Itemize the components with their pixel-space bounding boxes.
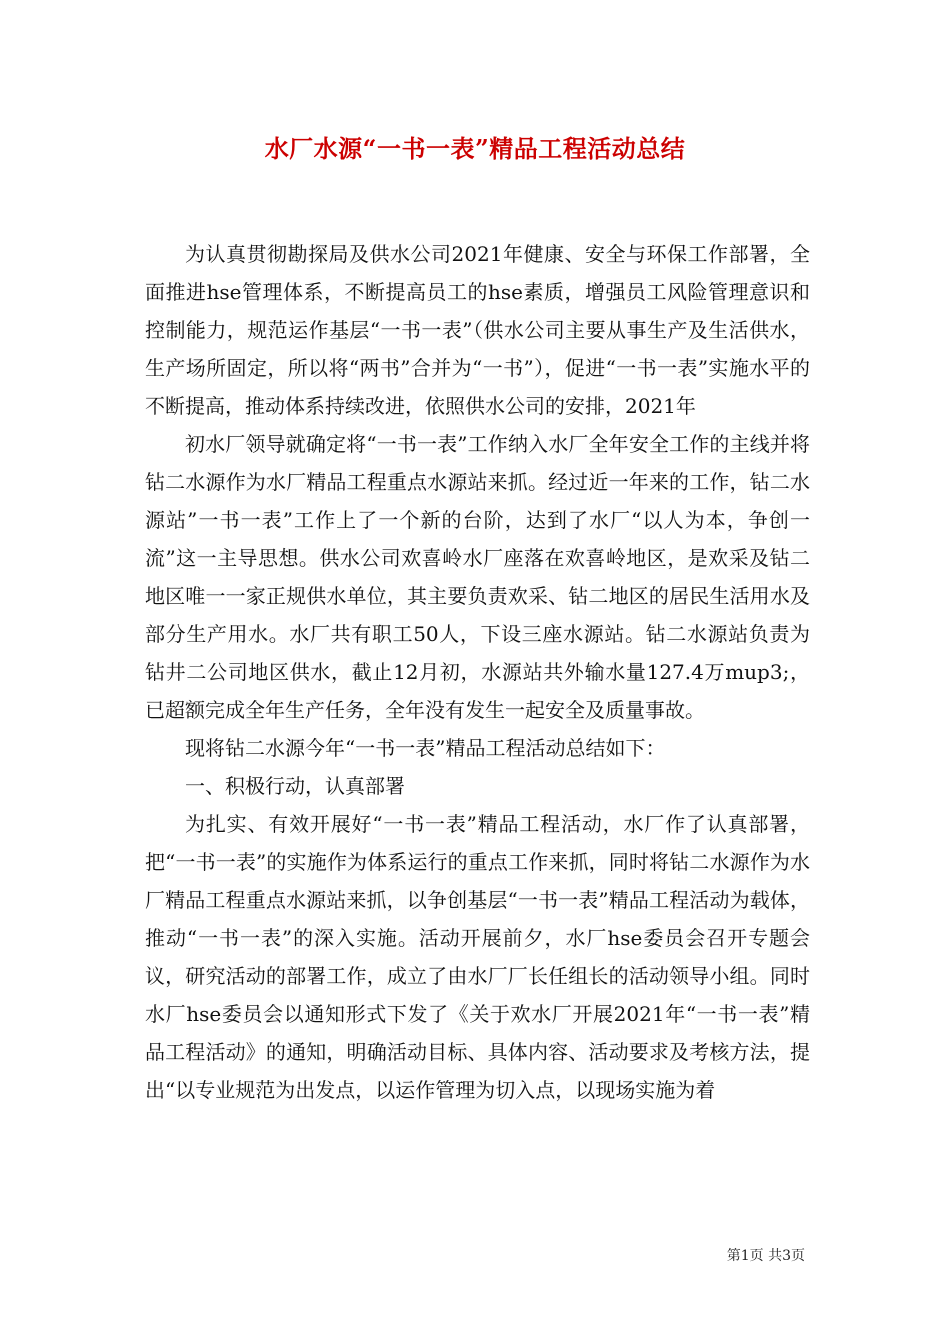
page-number: 第1页 共3页 — [726, 1248, 805, 1264]
section-heading: 一、积极行动，认真部署 — [185, 774, 405, 798]
paragraph: 初水厂领导就确定将“一书一表”工作纳入水厂全年安全工作的主线并将钻二水源作为水厂精品工程重点水源站来抓。经过近一年来的工作，钻二水源站”一书一表”工作上了一个新的台阶，达到了水厂“以人为本，争创一流”这一主导思想。供水公司欢喜岭水厂座落在欢喜岭地区，是欢采及钻二地区唯一一家正规供水单位，其主要负责欢采、钻二地区的居民生活用水及部分生产用水。水厂共有职工50人，下设三座水源站。钻二水源站负责为钻井二公司地区供水，截止12月初，水源站共外输水量127.4万mup3;，已超额完成全年生产任务，全年没有发生一起安全及质量事故。 — [145, 432, 810, 722]
paragraph: 为认真贯彻勘探局及供水公司2021年健康、安全与环保工作部署，全面推进hse管理体系，不断提高员工的hse素质，增强员工风险管理意识和控制能力，规范运作基层“一书一表”（供水公司主要从事生产及生活供水，生产场所固定，所以将“两书”合并为“一书”），促进“一书一表”实施水平的不断提高，推动体系持续改进，依照供水公司的安排，2021年 — [145, 242, 810, 418]
paragraph: 现将钻二水源今年“一书一表”精品工程活动总结如下： — [185, 736, 666, 760]
document-title: 水厂水源“一书一表”精品工程活动总结 — [264, 134, 686, 163]
document-body — [145, 235, 810, 1109]
paragraph: 为扎实、有效开展好“一书一表”精品工程活动，水厂作了认真部署，把“一书一表”的实施作为体系运行的重点工作来抓，同时将钻二水源作为水厂精品工程重点水源站来抓，以争创基层“一书一表”精品工程活动为载体，推动“一书一表”的深入实施。活动开展前夕，水厂hse委员会召开专题会议，研究活动的部署工作，成立了由水厂厂长任组长的活动领导小组。同时水厂hse委员会以通知形式下发了《关于欢水厂开展2021年“一书一表”精品工程活动》的通知，明确活动目标、具体内容、活动要求及考核方法，提出“以专业规范为出发点，以运作管理为切入点，以现场实施为着 — [145, 812, 810, 1102]
